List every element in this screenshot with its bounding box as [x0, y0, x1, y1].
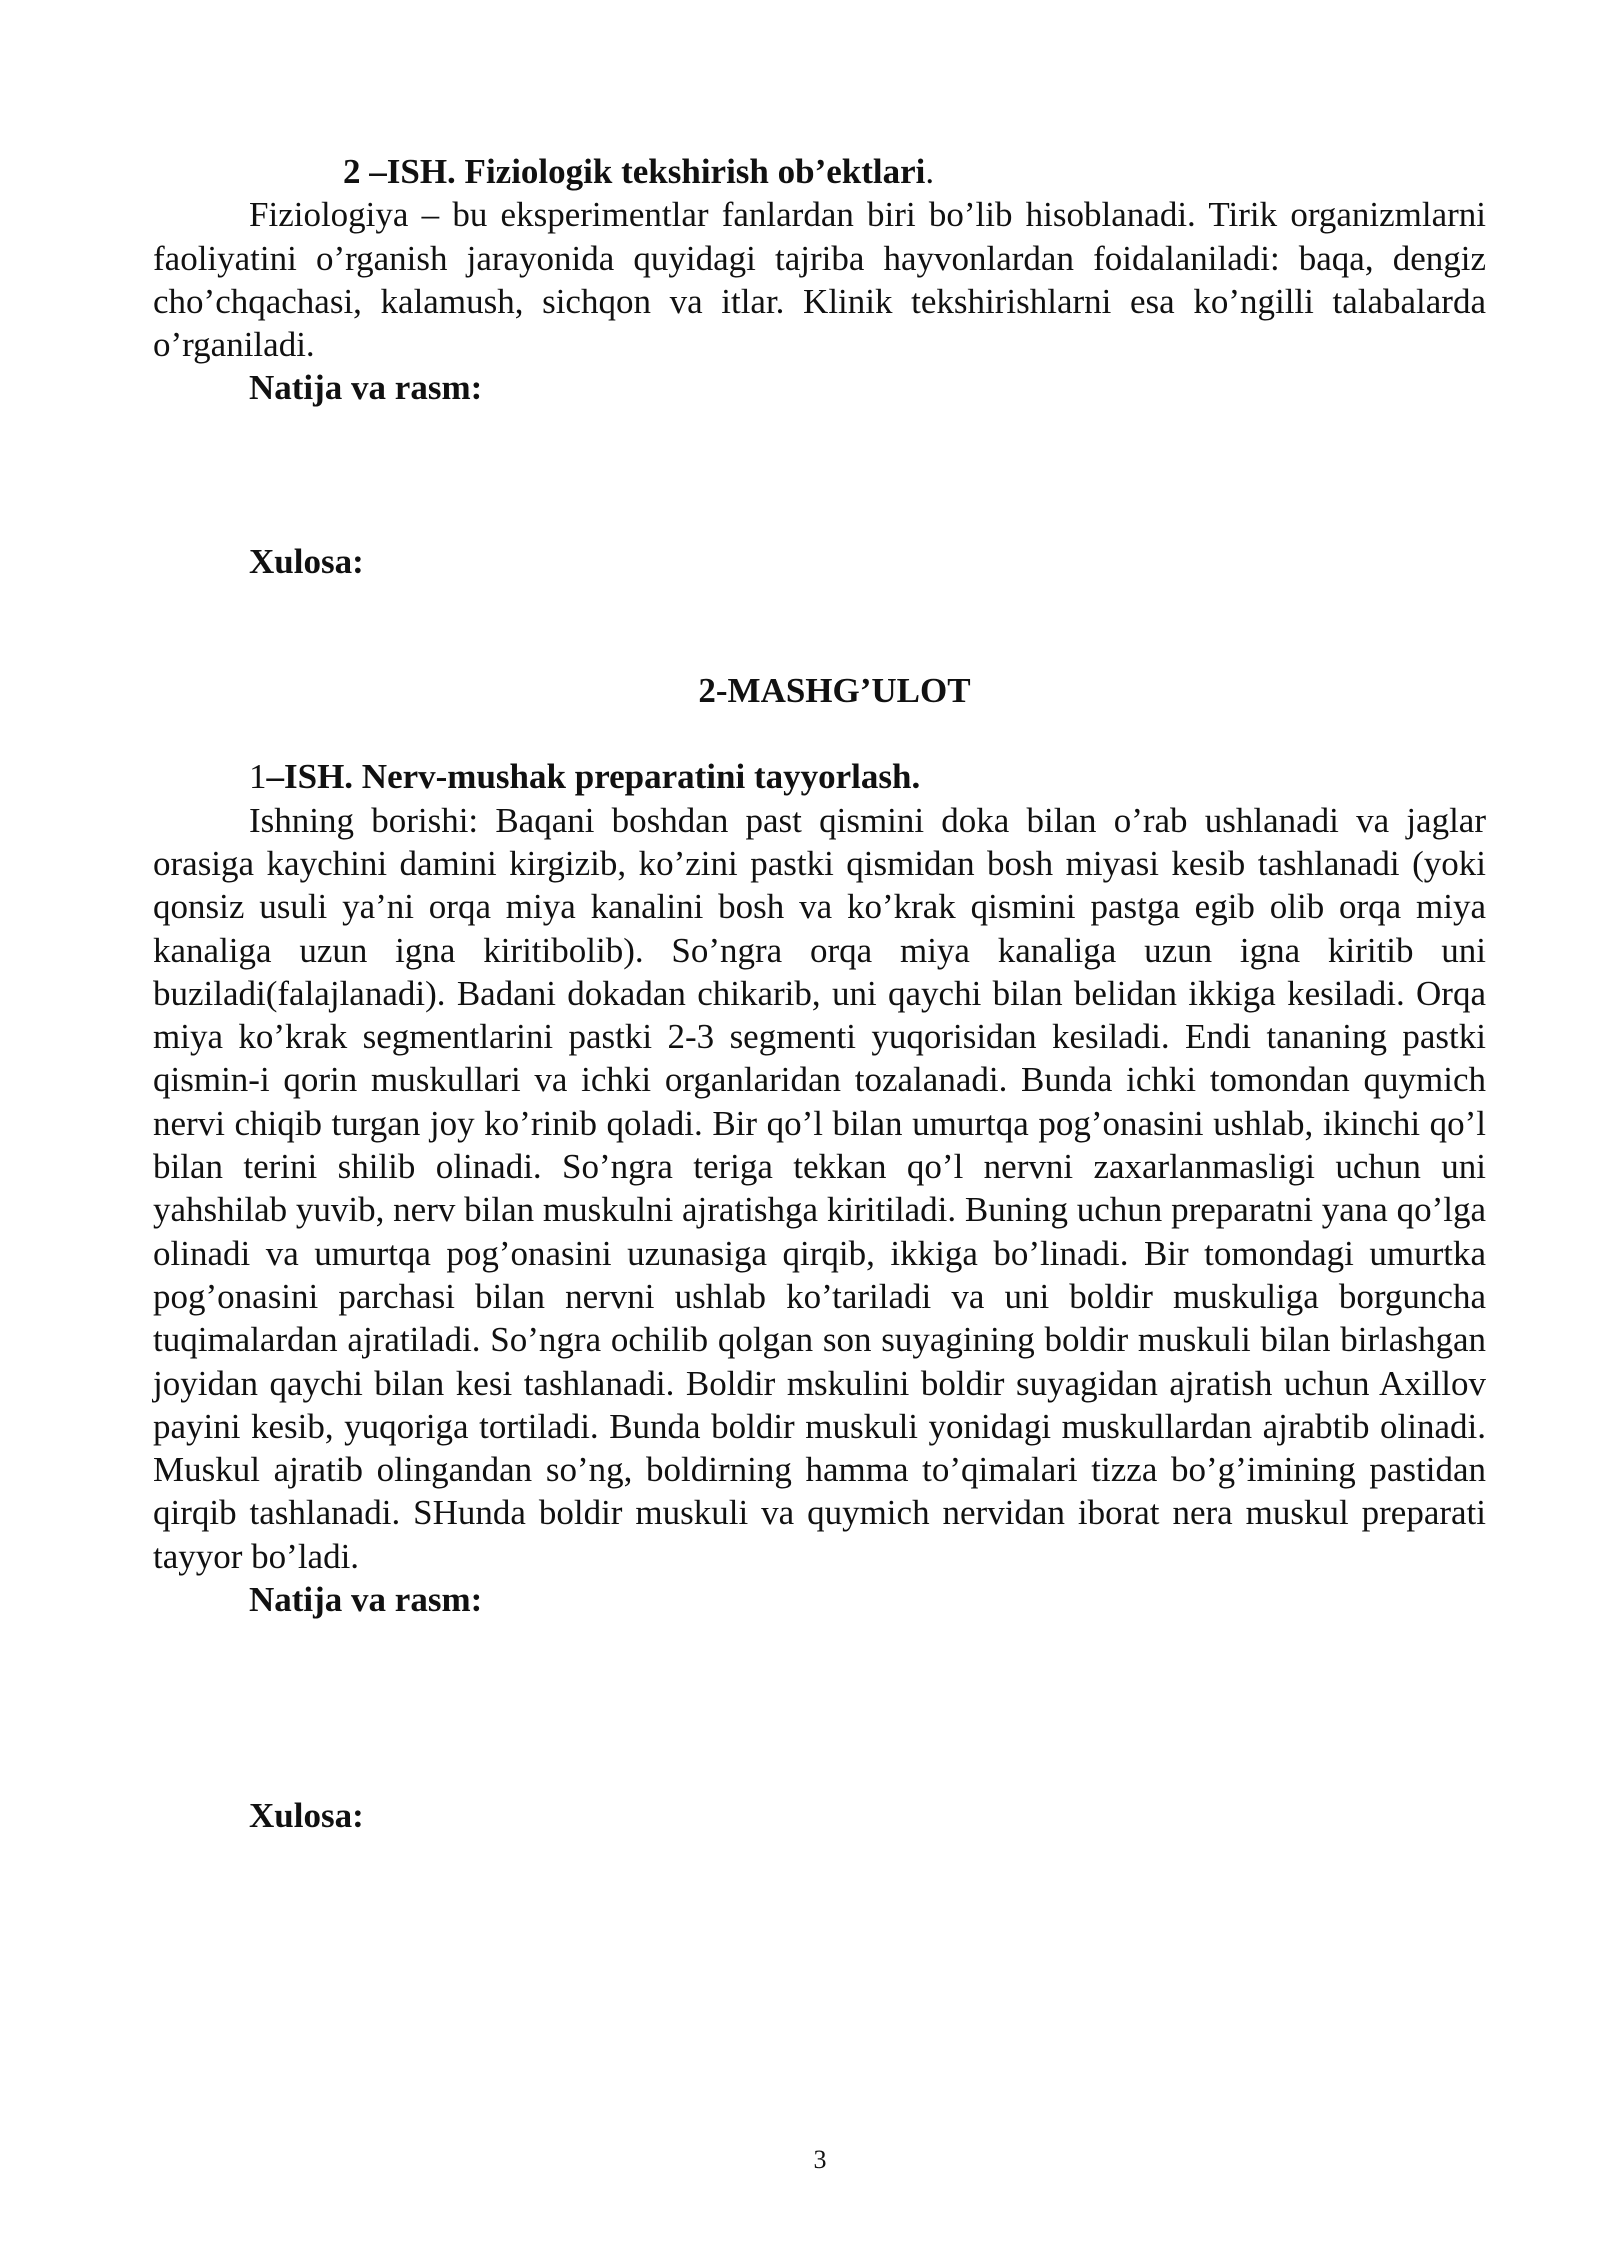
lesson-title-spacer — [153, 712, 1486, 755]
page-content — [153, 150, 1486, 1838]
section-heading-text: 2 –ISH. Fiziologik tekshirish ob’ektlari — [343, 152, 926, 191]
page-number: 3 — [813, 2145, 827, 2174]
conclusion-label: Xulosa: — [249, 1796, 364, 1836]
conclusion-blank-area — [153, 583, 1486, 669]
result-label: Natija va rasm: — [249, 1580, 483, 1620]
section-heading-fiziologik — [153, 150, 1486, 193]
conclusion-label: Xulosa: — [249, 541, 364, 581]
section-paragraph-ishning-borishi: Ishning borishi: Baqani boshdan past qismini doka bilan o’rab ushlanadi va jaglar orasiga kaychini damini kirgizib, ko’zini pastki qismidan bosh miyasi kesib tashlanadi (yoki qonsiz usuli ya’ni orqa miya kanalini bosh va ko’krak qismini pastga egib olib orqa miya kanaliga uzun igna kiritibolib). So’ngra orqa miya kanaliga uzun igna kiritib uni buziladi(falajlanadi). Badani dokadan chikarib, uni qaychi bilan belidan ikkiga kesiladi. Orqa miya ko’krak segmentlarini pastki 2-3 segmenti yuqorisidan kesiladi. Endi tananing pastki qismin-i qorin muskullari va ichki organlaridan tozalanadi. Bunda ichki tomondan quymich nervi chiqib turgan joy ko’rinib qoladi. Bir qo’l bilan umurtqa pog’onasini ushlab, ikinchi qo’l bilan terini shilib olinadi. So’ngra teriga tekkan qo’l nervni zaxarlanmasligi uchun uni yahshilab yuvib, nerv bilan muskulni ajratishga kiritiladi. Buning uchun preparatni yana qo’lga olinadi va umurtqa pog’onasini uzunasiga qirqib, ikkiga bo’linadi. Bir tomondagi umurtka pog’onasini parchasi bilan nervni ushlab ko’tariladi va uni boldir muskuliga borguncha tuqimalardan ajratiladi. So’ngra ochilib qolgan son suyagining boldir muskuli bilan birlashgan joyidan qaychi bilan kesi tashlanadi. Boldir mskulini boldir suyagidan ajratish uchun Axillov payini kesib, yuqoriga tortiladi. Bunda boldir muskuli yonidagi muskullardan ajrabtib olinadi. Muskul ajratib olingandan so’ng, boldirning hamma to’qimalari tizza bo’g’imining pastidan qirqib tashlanadi. SHunda boldir muskuli va quymich nervidan iborat nera muskul preparati tayyor bo’ladi. — [153, 800, 1486, 1576]
lesson-title: 2-MASHG’ULOT — [698, 671, 971, 711]
section-paragraph-fiziologiya: Fiziologiya – bu eksperimentlar fanlardan biri bo’lib hisoblanadi. Tirik organizmlarni faoliyatini o’rganish jarayonida quyidagi tajriba hayvonlardan foidalaniladi: baqa, dengiz cho’chqachasi, kalamush, sichqon va itlar. Klinik tekshirishlarni esa ko’ngilli talabalarda o’rganiladi. — [153, 195, 1486, 365]
result-label: Natija va rasm: — [249, 368, 483, 408]
section-heading-text: –ISH. Nerv-mushak preparatini tayyorlash. — [266, 757, 921, 797]
section-heading-nerv-mushak — [153, 755, 1486, 798]
section-heading-period: . — [925, 152, 935, 191]
result-blank-area — [153, 1621, 1486, 1794]
section-heading-number: 1 — [249, 757, 267, 797]
result-blank-area — [153, 410, 1486, 540]
